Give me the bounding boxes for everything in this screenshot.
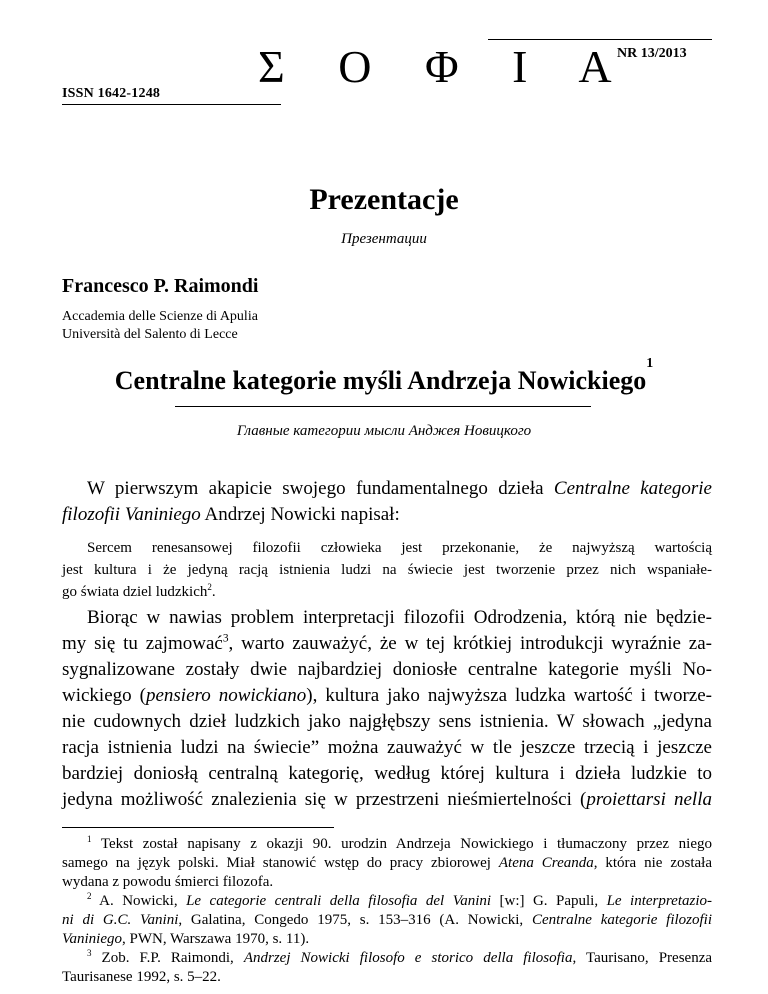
fn1-line-1 (62, 835, 712, 854)
quote-footnote-mark: 2 (207, 582, 212, 592)
article-title (0, 356, 768, 396)
fn2-l1-text: A. Nowicki, (91, 893, 187, 909)
intro-paragraph (62, 476, 712, 528)
fn3-l1-text: Zob. F.P. Raimondi, (91, 950, 244, 966)
footnote-2 (62, 892, 712, 949)
header-issn-rule (62, 104, 281, 105)
fn3-l1-text-b: , Taurisano, Presenza (572, 950, 713, 966)
intro-line-1 (62, 476, 712, 502)
author-affiliation-1: Accademia delle Scienze di Apulia (62, 309, 258, 324)
main-footnote-mark: 3 (222, 632, 229, 645)
quote-line-2: jest kultura i że jedyną racją istnienia ludzi na świecie jest tworzenie przez nich wspaniałe- (62, 562, 712, 578)
main-l2-text-b: , warto zauważyć, że w tej krótkiej introdukcji wyraźnie za- (228, 633, 712, 654)
fn1-l2-italic: Atena Creanda (498, 855, 594, 871)
fn3-line-1 (62, 949, 712, 968)
fn1-l2-text: samego na język polski. Miał stanowić wstęp do pracy zbiorowej (62, 855, 499, 871)
quote-l3-text: go świata dziel ludzkich (62, 584, 208, 600)
main-l8-text: jedyna możliwość znalezienia się w przestrzeni nieśmiertelności ( (62, 789, 587, 810)
fn1-line-3: wydana z powodu śmierci filozofa. (62, 874, 274, 890)
fn2-l3-text: , PWN, Warszawa 1970, s. 11). (122, 931, 310, 947)
intro-l1-text: W pierwszym akapicie swojego fundamentalnego dzieła (87, 478, 554, 499)
fn1-mark: 1 (87, 834, 92, 844)
issue-number: NR 13/2013 (617, 46, 687, 61)
main-l2-text: my się tu zajmować (62, 633, 223, 654)
intro-l2-italic: filozofii Vaniniego (62, 504, 201, 525)
fn2-mark: 2 (87, 891, 92, 901)
fn2-l2-italic: ni di G.C. Vanini (62, 912, 179, 928)
article-subtitle: Главные категории мысли Анджея Новицкого (236, 423, 532, 439)
main-line-5: nie cudownych dzieł ludzkich jako najgłębszy sens istnienia. W słowach „jedyna (62, 711, 712, 732)
author-affiliation-2: Università del Salento di Lecce (62, 327, 238, 342)
article-title-rule (175, 406, 591, 407)
quote-line-3 (62, 581, 712, 603)
fn2-l1-italic-2: Le interpretazio- (606, 893, 712, 909)
fn2-l1-italic: Le categorie centrali della filosofia del Vanini (186, 893, 492, 909)
main-l4-text-c: ), kultura jako najwyższa ludzka wartość i tworze- (306, 685, 713, 706)
fn1-line-2 (62, 854, 712, 873)
fn2-line-3 (62, 930, 712, 949)
fn1-l1-text: Tekst został napisany z okazji 90. urodzin Andrzeja Nowickiego i tłumaczony przez niego (91, 836, 712, 852)
fn2-line-2 (62, 911, 712, 930)
fn3-line-2: Taurisanese 1992, s. 5–22. (62, 969, 221, 985)
footnote-3 (62, 949, 712, 987)
footnote-1 (62, 835, 712, 892)
fn1-l2-end: , która nie została (593, 855, 712, 871)
section-title: Prezentacje (309, 183, 459, 216)
intro-line-2 (62, 502, 712, 528)
issn: ISSN 1642-1248 (62, 86, 161, 101)
fn3-l1-italic: Andrzej Nowicki filosofo e storico della filosofia (243, 950, 573, 966)
quote-block (62, 537, 712, 603)
author-name: Francesco P. Raimondi (62, 275, 259, 297)
article-title-text: Centralne kategorie myśli Andrzeja Nowickiego (114, 366, 647, 395)
fn3-mark: 3 (87, 948, 92, 958)
main-line-7: bardziej doniosłą centralną kategorię, według której kultura i dzieła ludzkie to (62, 763, 712, 784)
section-subtitle: Презентации (341, 231, 427, 247)
intro-l2-text: Andrzej Nowicki napisał: (200, 504, 400, 525)
main-l4-italic: pensiero nowickiano (145, 685, 307, 706)
main-l4-text: wickiego ( (62, 685, 146, 706)
fn2-l1-text-b: [w:] G. Papuli, (491, 893, 607, 909)
quote-line-1: Sercem renesansowej filozofii człowieka jest przekonanie, że najwyższą wartością (87, 540, 712, 556)
intro-l1-italic: Centralne kategorie (553, 478, 712, 499)
main-line-3: sygnalizowane zostały dwie najbardziej doniosłe centralne kategorie myśli No- (62, 659, 712, 680)
fn2-l2-text: , Galatina, Congedo 1975, s. 153–316 (A. Nowicki, (178, 912, 532, 928)
main-paragraph (62, 605, 712, 813)
main-line-6: racja istnienia ludzi na świecie” można zauważyć w tle jeszcze trzecią i jeszcze (62, 737, 712, 758)
main-line-8 (62, 787, 712, 813)
article-title-footnote-mark: 1 (646, 356, 654, 371)
fn2-l2-italic-2: Centralne kategorie filozofii (531, 912, 713, 928)
footnote-separator (62, 827, 334, 828)
fn2-l3-italic: Vaniniego (62, 931, 122, 947)
main-l8-italic: proiettarsi nella (586, 789, 712, 810)
main-line-2 (62, 631, 712, 657)
journal-name: Σ Ο Φ Ι Α (258, 41, 633, 92)
main-line-1: Biorąc w nawias problem interpretacji filozofii Odrodzenia, którą nie będzie- (87, 607, 712, 628)
quote-l3-end: . (211, 584, 216, 600)
fn2-line-1 (62, 892, 712, 911)
main-line-4 (62, 683, 712, 709)
